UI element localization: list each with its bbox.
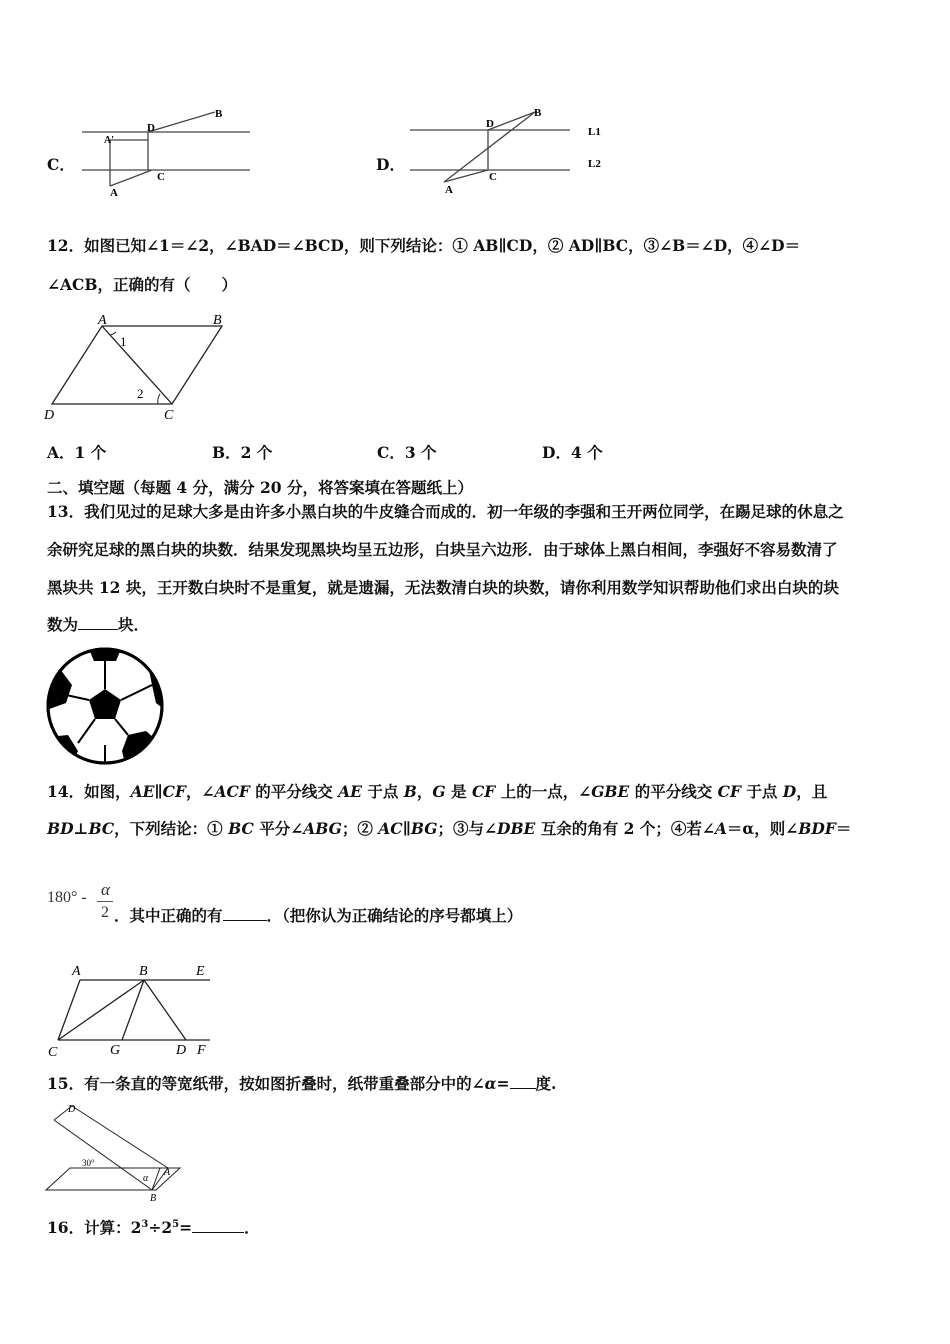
label-a: A	[98, 313, 107, 328]
q16-text: ．	[244, 1218, 260, 1237]
q13-line1: 13．我们见过的足球大多是由许多小黑白块的牛皮缝合而成的．初一年级的李强和王开两位同学，在踢足球的休息之	[47, 502, 844, 521]
q14-text: ，下列结论：①	[114, 819, 229, 838]
q14-math: ACF	[214, 782, 250, 801]
q14-line2	[47, 817, 851, 839]
label-b: B	[534, 107, 542, 119]
q16-text: 16．计算：2	[47, 1218, 142, 1237]
q14-text: 平分∠	[253, 819, 304, 838]
q14-text: ，∠	[185, 782, 215, 801]
label-e: E	[196, 964, 205, 979]
fraction-bar	[97, 901, 113, 902]
q14-text: 的平分线交	[629, 782, 718, 801]
label-b: B	[139, 964, 148, 979]
q14-text: 14．如图，	[47, 782, 131, 801]
label-a: A	[445, 184, 453, 196]
q14-math: ABG	[303, 819, 342, 838]
label-1: 1	[120, 334, 127, 349]
q12-figure	[40, 308, 240, 426]
label-g: G	[110, 1043, 121, 1058]
label-a: A	[110, 187, 118, 199]
q12-line2: ∠ACB，正确的有（ ）	[47, 275, 237, 294]
label-d: D	[44, 408, 55, 423]
q14-figure	[40, 958, 220, 1062]
q14-math: BD	[47, 819, 74, 838]
label-d: D	[147, 122, 155, 134]
q14-line3	[114, 904, 522, 926]
q13-answer-blank[interactable]	[78, 629, 118, 630]
label-b: B	[215, 108, 223, 120]
q14-math: A	[714, 819, 727, 838]
q11-figure-c	[70, 100, 270, 200]
q14-math: D	[782, 782, 797, 801]
q14-text: ；③与∠	[437, 819, 497, 838]
q14-text: 互余的角有 2 个；④若∠	[535, 819, 715, 838]
q14-math: AE	[338, 782, 362, 801]
q14-text: ．（把你认为正确结论的序号都填上）	[266, 906, 523, 925]
q15-line	[47, 1072, 556, 1094]
label-c: C	[489, 171, 497, 183]
q14-text: 上的一点，∠	[495, 782, 592, 801]
q16-text: =	[179, 1218, 193, 1237]
q12-option-b: B．2 个	[212, 443, 273, 462]
q15-figure	[40, 1100, 200, 1210]
soccer-ball-image	[44, 645, 166, 767]
q11-figure-d	[400, 100, 620, 200]
q16-text: ÷2	[148, 1218, 173, 1237]
q14-line1	[47, 780, 827, 802]
q14-math: DBE	[497, 819, 536, 838]
q13-line4-start: 数为	[47, 615, 79, 634]
q15-text: =	[496, 1074, 510, 1093]
q14-math: CF	[471, 782, 496, 801]
q14-answer-blank[interactable]	[223, 920, 267, 921]
q14-text: ⊥	[73, 819, 89, 838]
q14-text: ．其中正确的有	[114, 906, 223, 925]
formula-numerator: α	[101, 880, 110, 899]
label-30-degrees: 30°	[82, 1158, 95, 1168]
label-c: C	[48, 1045, 58, 1060]
q14-text: ，且	[796, 782, 828, 801]
label-d: D	[176, 1043, 187, 1058]
label-a: A	[72, 964, 81, 979]
label-f: F	[197, 1043, 206, 1058]
label-d: D	[68, 1104, 76, 1115]
label-b: B	[150, 1193, 157, 1204]
q14-text: ，	[416, 782, 433, 801]
q14-math: GBE	[591, 782, 630, 801]
q13-line4	[47, 613, 149, 635]
q13-line4-end: 块．	[118, 615, 150, 634]
q12-option-c: C．3 个	[377, 443, 437, 462]
q14-math: BG	[410, 819, 438, 838]
q15-alpha: α	[484, 1074, 497, 1093]
q14-math: BDF	[798, 819, 836, 838]
section-heading: 二、填空题（每题 4 分，满分 20 分，将答案填在答题纸上）	[47, 478, 473, 497]
label-c: C	[157, 171, 165, 183]
label-b: B	[213, 313, 222, 328]
q15-text: 度.	[535, 1074, 557, 1093]
q14-text: ∥	[402, 819, 411, 838]
q14-text: ＝	[835, 819, 852, 838]
q12-option-a: A．1 个	[47, 443, 107, 462]
q14-math: CF	[717, 782, 741, 801]
q14-text: 于点	[361, 782, 404, 801]
q16-exponent: 3	[141, 1218, 149, 1230]
q15-text: 15．有一条直的等宽纸带，按如图折叠时，纸带重叠部分中的∠	[47, 1074, 485, 1093]
q14-text: ＝α，则∠	[726, 819, 799, 838]
q14-math: BC	[88, 819, 115, 838]
label-2: 2	[137, 386, 144, 401]
label-d: D	[486, 118, 494, 130]
q14-text: 是	[445, 782, 472, 801]
q14-text: 于点	[740, 782, 783, 801]
q14-math: G	[432, 782, 446, 801]
q12-option-d: D．4 个	[542, 443, 603, 462]
label-c: C	[164, 408, 174, 423]
q16-exponent: 5	[172, 1218, 180, 1230]
q15-answer-blank[interactable]	[510, 1088, 536, 1089]
q14-math: BC	[228, 819, 254, 838]
q16-line	[47, 1216, 260, 1238]
label-a-prime: A'	[104, 135, 114, 146]
formula-denominator: 2	[101, 904, 109, 921]
q16-answer-blank[interactable]	[192, 1232, 244, 1233]
q14-math: B	[403, 782, 417, 801]
option-c-label: C．	[47, 155, 75, 174]
q14-text: 的平分线交	[249, 782, 339, 801]
q14-math: AC	[378, 819, 403, 838]
label-l2: L2	[588, 158, 601, 170]
formula-180-minus: 180° -	[47, 889, 87, 906]
label-alpha: α	[143, 1173, 149, 1184]
q14-text: ；②	[341, 819, 379, 838]
option-d-label: D．	[376, 155, 405, 174]
label-l1: L1	[588, 126, 601, 138]
q13-line2: 余研究足球的黑白块的块数．结果发现黑块均呈五边形，白块呈六边形．由于球体上黑白相间，李强好不容易数清了	[47, 540, 838, 559]
q14-math: AE∥CF	[130, 782, 186, 801]
q13-line3: 黑块共 12 块，王开数白块时不是重复，就是遗漏，无法数清白块的块数，请你利用数学知识帮助他们求出白块的块	[47, 578, 839, 597]
label-a: A	[164, 1167, 171, 1178]
q12-line1: 12．如图已知∠1＝∠2，∠BAD＝∠BCD，则下列结论：① AB∥CD，② AD∥BC，③∠B＝∠D，④∠D＝	[47, 236, 801, 255]
